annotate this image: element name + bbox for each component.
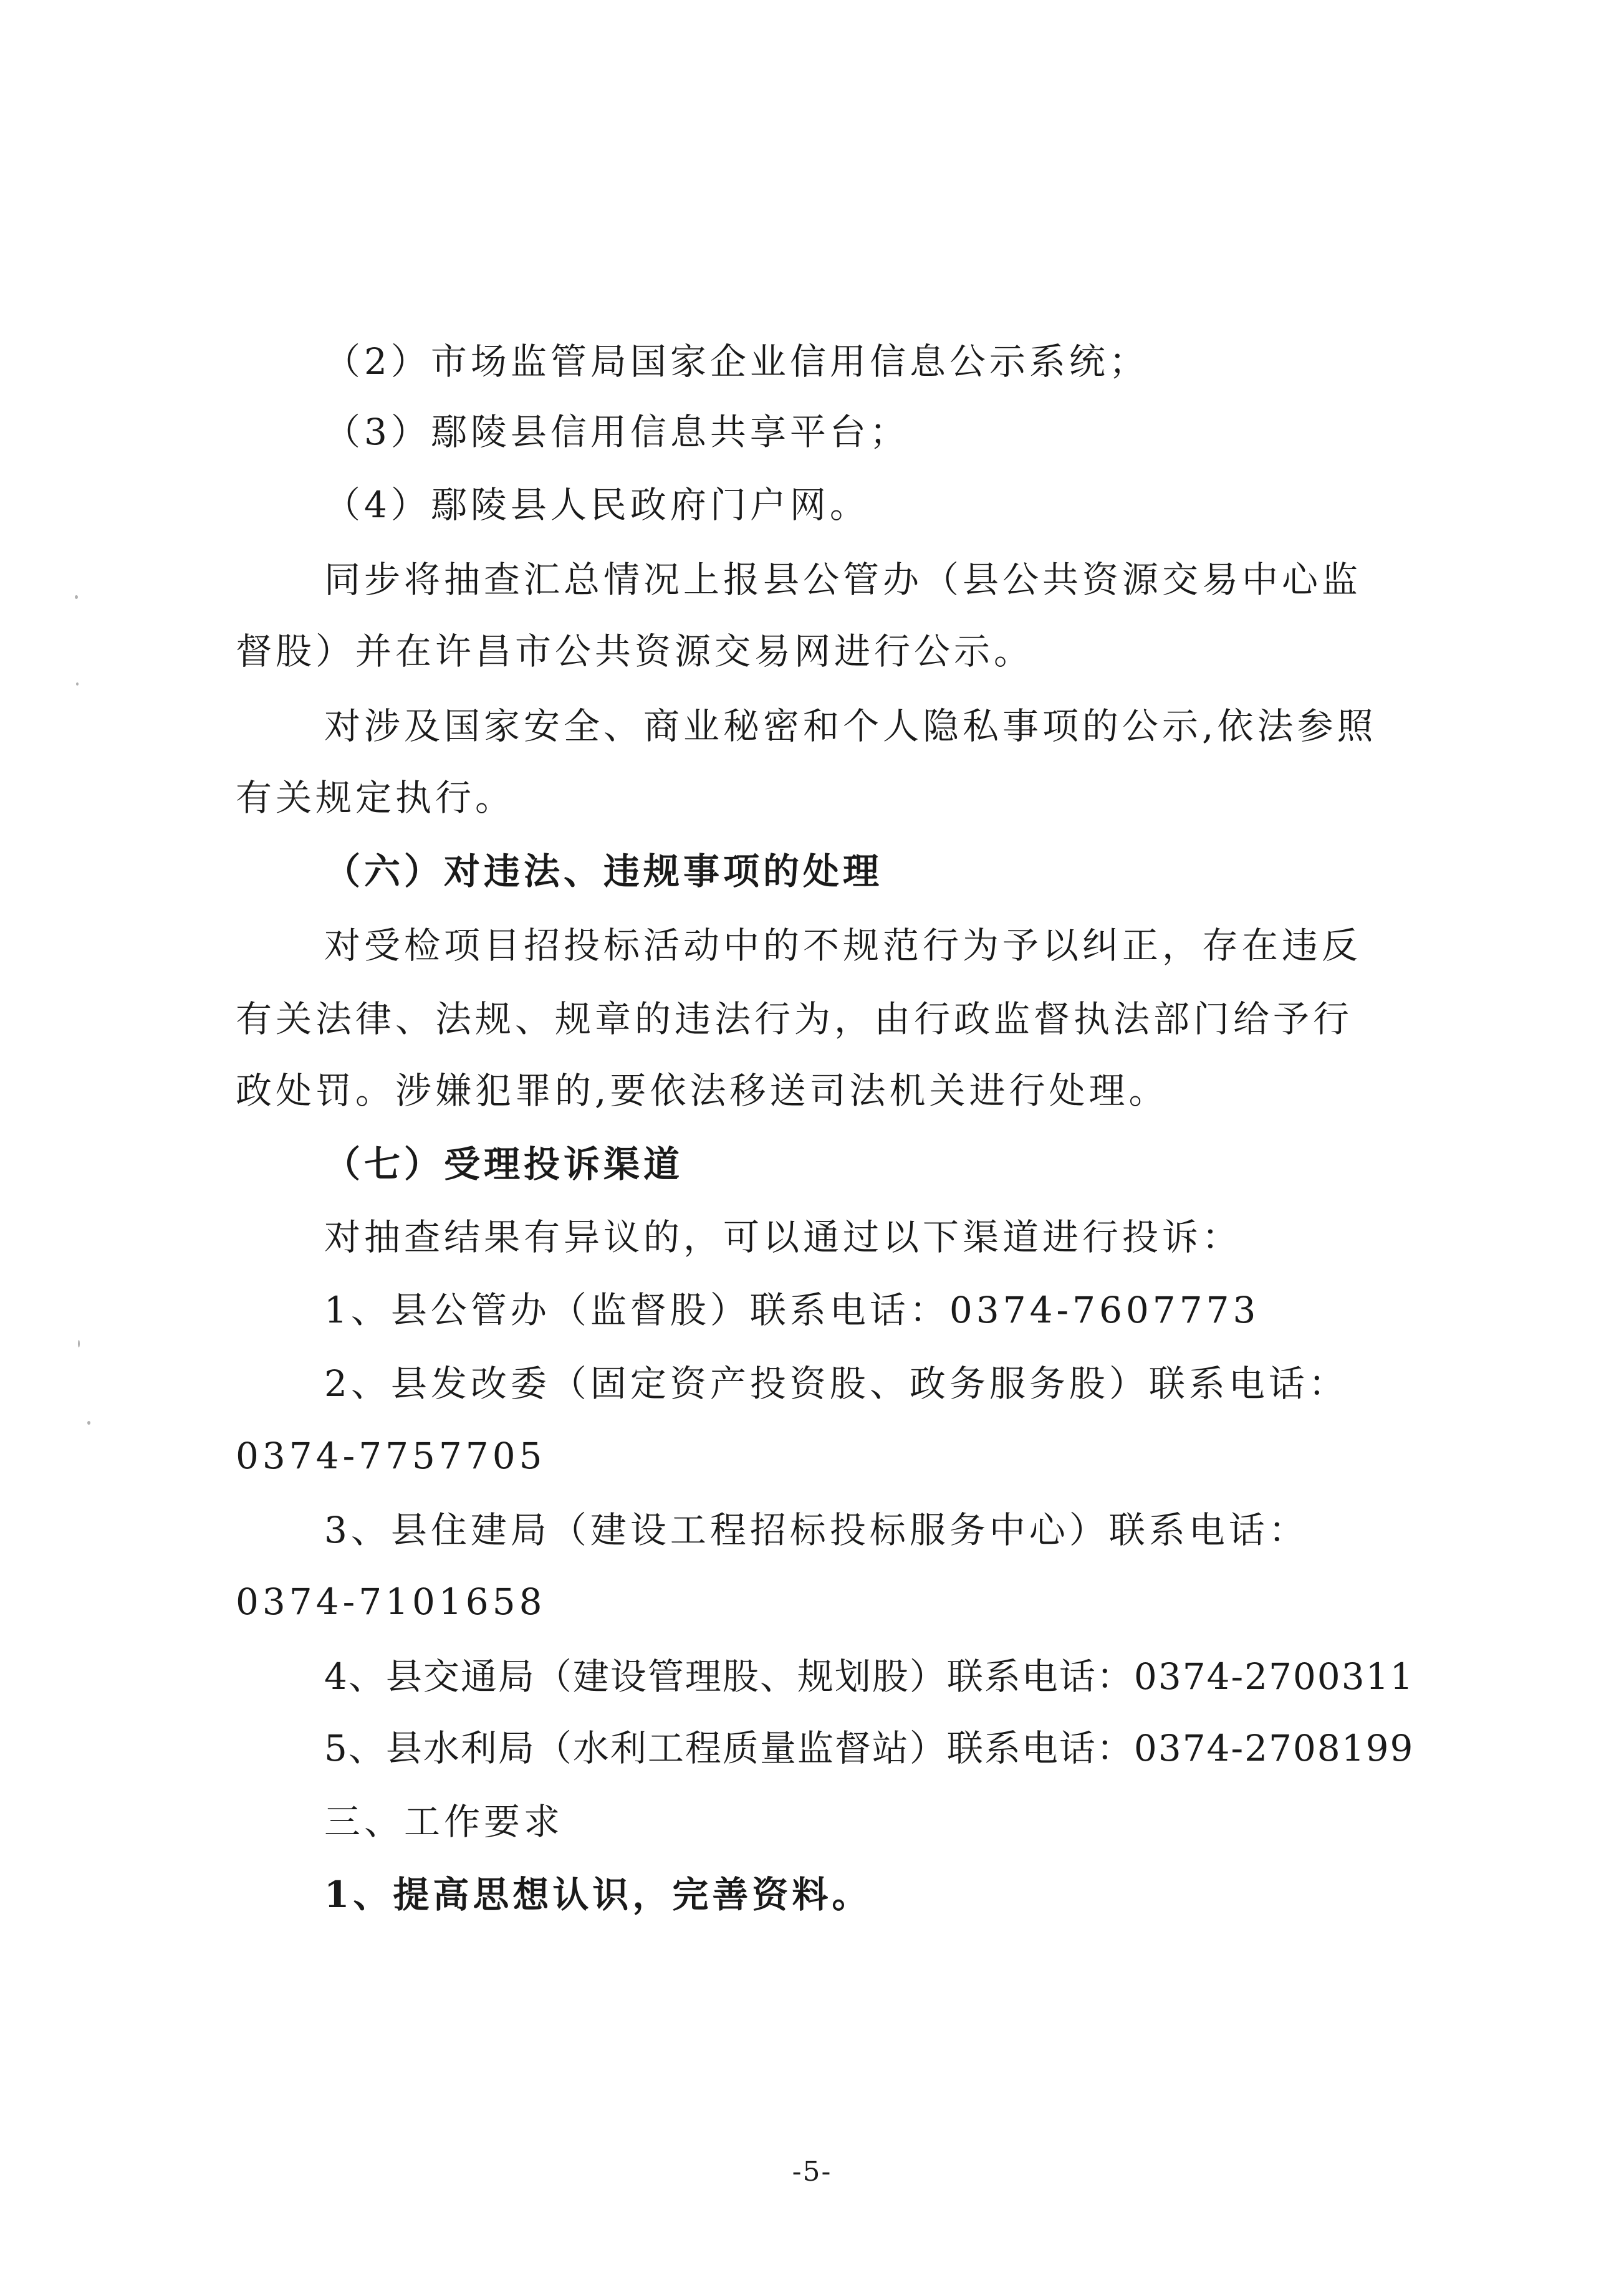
scan-speck (87, 1421, 90, 1425)
section-heading-7: （七）受理投诉渠道 (324, 1143, 684, 1185)
scan-speck (75, 595, 78, 599)
paragraph-text: 有关法律、法规、规章的违法行为，由行政监督执法部门给予行 (236, 998, 1353, 1040)
contact-item-5: 5、县水利局（水利工程质量监督站）联系电话：0374-2708199 (324, 1727, 1415, 1769)
section-heading-3: 三、工作要求 (324, 1801, 564, 1843)
paragraph-text: 对抽查结果有异议的，可以通过以下渠道进行投诉： (324, 1216, 1242, 1258)
contact-item-1: 1、县公管办（监督股）联系电话：0374-7607773 (324, 1289, 1260, 1331)
contact-item-3-phone: 0374-7101658 (236, 1581, 546, 1623)
paragraph-text: 有关规定执行。 (236, 777, 516, 819)
scan-speck (78, 1340, 80, 1347)
paragraph-text: 同步将抽查汇总情况上报县公管办（县公共资源交易中心监 (324, 558, 1362, 601)
page-number: -5- (792, 2156, 832, 2188)
section-heading-6: （六）对违法、违规事项的处理 (324, 850, 883, 892)
paragraph-text: 对涉及国家安全、商业秘密和个人隐私事项的公示,依法参照 (324, 705, 1377, 747)
subsection-heading-1: 1、提高思想认识，完善资料。 (324, 1873, 872, 1916)
contact-item-3: 3、县住建局（建设工程招标投标服务中心）联系电话： (324, 1509, 1309, 1551)
paragraph-text: 对受检项目招投标活动中的不规范行为予以纠正，存在违反 (324, 924, 1362, 967)
contact-item-4: 4、县交通局（建设管理股、规划股）联系电话：0374-2700311 (324, 1655, 1415, 1698)
paragraph-text: 政处罚。涉嫌犯罪的,要依法移送司法机关进行处理。 (236, 1069, 1169, 1112)
list-item-2: （2）市场监管局国家企业信用信息公示系统； (324, 340, 1149, 383)
list-item-3: （3）鄢陵县信用信息共享平台； (324, 411, 910, 453)
list-item-4: （4）鄢陵县人民政府门户网。 (324, 484, 870, 526)
scan-speck (76, 682, 79, 686)
paragraph-text: 督股）并在许昌市公共资源交易网进行公示。 (236, 630, 1034, 672)
contact-item-2-phone: 0374-7757705 (236, 1435, 546, 1477)
contact-item-2: 2、县发改委（固定资产投资股、政务服务股）联系电话： (324, 1362, 1348, 1405)
